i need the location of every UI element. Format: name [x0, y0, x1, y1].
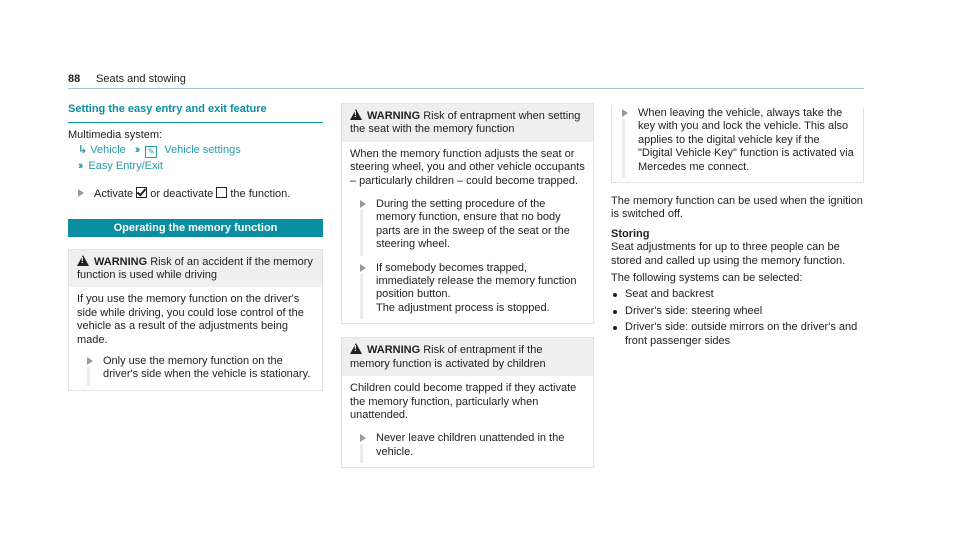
step-arrow-icon [78, 189, 84, 197]
warning-text: Children could become trapped if they activate the memory function, particularly when unattended. [350, 382, 577, 421]
warning-body [342, 376, 593, 467]
nav-path-line1 [68, 144, 323, 158]
warning-title: Risk of entrapment if the memory function is activated by children [350, 344, 546, 370]
warning-body [342, 142, 593, 323]
list-item: Driver's side: outside mirrors on the driver's and front passenger sides [611, 321, 864, 348]
list-item: Seat and backrest [611, 288, 864, 301]
step-arrow-icon [87, 357, 93, 365]
step-gutter [360, 210, 363, 256]
activate-text: Activate [94, 188, 134, 201]
double-chevron-icon: ›› [134, 143, 139, 156]
ignition-paragraph: The memory function can be used when the ignition is switched off. [611, 195, 863, 221]
page-section-title: Seats and stowing [96, 73, 186, 85]
warning-step [350, 432, 585, 459]
warning-box-entrapment-children [341, 337, 594, 468]
function-text: the function. [230, 188, 291, 201]
warning-box-accident [68, 249, 323, 391]
nav-easy-entry-exit[interactable]: Easy Entry/Exit [88, 159, 163, 172]
step-gutter [622, 119, 625, 178]
step-text: If somebody becomes trapped, immediately release the memory function position button. [376, 261, 577, 301]
warning-title: Risk of an accident if the memory function is used while driving [77, 255, 313, 282]
warning-step [77, 355, 314, 382]
nav-vehicle-settings[interactable]: Vehicle settings [164, 143, 241, 156]
note-step [612, 107, 855, 174]
step-gutter [360, 444, 363, 463]
checkbox-checked-icon [136, 187, 147, 198]
warning-title: Risk of entrapment when setting the seat with the memory function [350, 110, 581, 136]
warning-text: When the memory function adjusts the seat or steering wheel, you and other vehicle occupants – particularly children – could become trapped. [350, 147, 585, 187]
deactivate-text: or deactivate [150, 188, 214, 201]
step-text: Never leave children unattended in the vehicle. [376, 432, 565, 458]
warning-label: WARNING [367, 344, 421, 357]
step-text: During the setting procedure of the memory function, ensure that no body parts are in the sweep of the seat or the steering wheel. [376, 198, 570, 251]
section-heading: Setting the easy entry and exit feature [68, 103, 267, 115]
page-number: 88 [68, 73, 81, 85]
step-arrow-icon [360, 200, 366, 208]
list-item: Driver's side: steering wheel [611, 305, 864, 318]
warning-triangle-icon [77, 255, 89, 266]
activate-instruction [68, 187, 323, 201]
heading-underline [68, 122, 323, 123]
warning-step [350, 262, 585, 316]
warning-label: WARNING [94, 255, 148, 268]
step-arrow-icon [360, 434, 366, 442]
step-gutter [360, 274, 363, 320]
section-bar-operating: Operating the memory function [68, 219, 323, 237]
step-text: Only use the memory function on the driver's side when the vehicle is stationary. [103, 355, 311, 381]
warning-box-entrapment-seat [341, 103, 594, 324]
warning-text: If you use the memory function on the driver's side while driving, you could lose control of the vehicle as a result of the adjustments being made. [77, 293, 304, 346]
storing-heading: Storing [611, 227, 650, 240]
note-box [611, 107, 864, 183]
storing-paragraph: Seat adjustments for up to three people can be stored and called up using the memory function. [611, 241, 846, 267]
step-result-text: The adjustment process is stopped. [376, 301, 550, 314]
step-arrow-icon [360, 264, 366, 272]
selectable-intro: The following systems can be selected: [611, 272, 803, 285]
step-arrow-icon [622, 109, 628, 117]
nav-vehicle[interactable]: Vehicle [90, 143, 126, 156]
nav-path-line2 [68, 160, 323, 173]
warning-triangle-icon [350, 343, 362, 354]
vehicle-settings-icon: ✎ [145, 146, 157, 158]
warning-header [342, 104, 593, 142]
header-divider [68, 88, 864, 89]
return-arrow-icon: ↳ [78, 143, 88, 156]
warning-body [69, 287, 322, 389]
double-chevron-icon: ›› [78, 159, 82, 172]
column-2 [341, 103, 594, 468]
step-gutter [87, 367, 90, 386]
step-text: When leaving the vehicle, always take the key with you and lock the vehicle. This also applies to the digital vehicle key if the "Digital Vehicle Key" function is activated via Mercedes me connect. [638, 107, 854, 173]
warning-step [350, 198, 585, 252]
column-1 [68, 103, 323, 391]
column-3 [611, 103, 864, 348]
warning-label: WARNING [367, 110, 421, 122]
warning-triangle-icon [350, 109, 362, 120]
warning-header [69, 250, 322, 288]
warning-header [342, 338, 593, 376]
checkbox-empty-icon [216, 187, 227, 198]
multimedia-label: Multimedia system: [68, 129, 163, 142]
